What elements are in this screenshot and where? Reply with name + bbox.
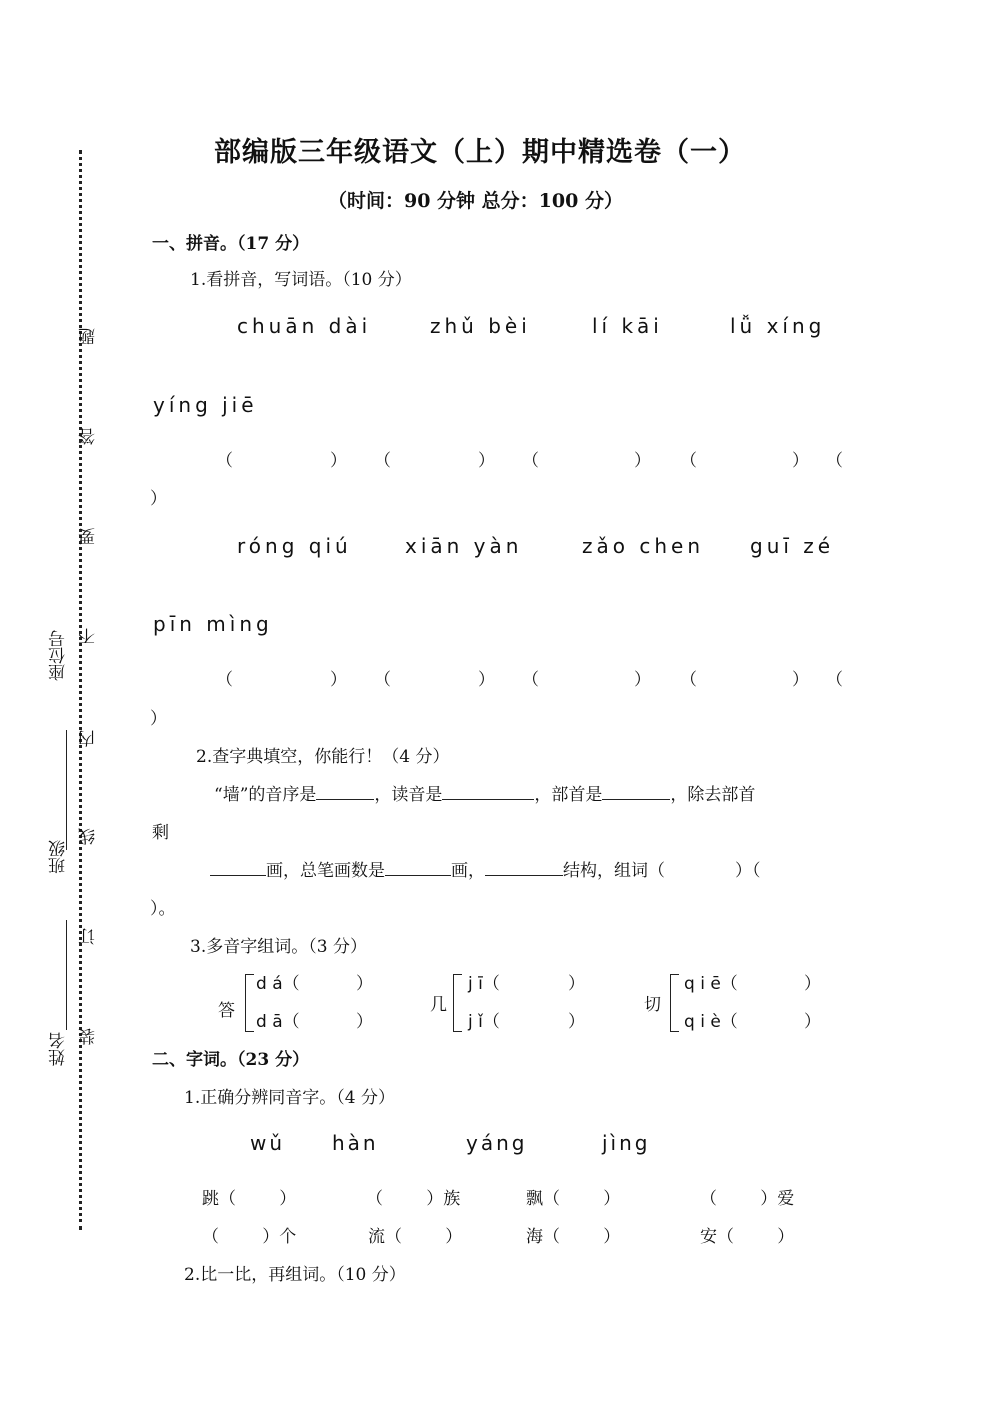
homophone-item: （ ）爱: [700, 1189, 795, 1209]
page-title: 部编版三年级语文（上）期中精选卷（一）: [214, 137, 746, 168]
binding-warning-char: 线: [79, 828, 99, 845]
polyphone-close: ）: [356, 974, 373, 994]
binding-warning-char: 答: [79, 428, 99, 445]
pinyin-word: wǔ: [250, 1131, 286, 1155]
polyphone-char: 切: [644, 995, 661, 1015]
pinyin-word: yáng: [466, 1131, 528, 1155]
binding-warning-char: 要: [79, 528, 99, 545]
dict-text: “墙”的音序是: [214, 785, 317, 805]
section-heading: 一、拼音。（17 分）: [152, 234, 310, 254]
pinyin-word: jìng: [602, 1131, 651, 1155]
polyphone-reading: j ǐ（: [468, 1012, 500, 1032]
polyphone-char: 几: [430, 995, 447, 1015]
dict-text: 画，: [451, 861, 485, 881]
fill-blank[interactable]: [442, 785, 534, 800]
dict-text: ，除去部首: [670, 785, 756, 805]
answer-paren-close: ）: [478, 451, 495, 471]
pinyin-word: chuān dài: [237, 314, 372, 338]
dict-line-1: [214, 780, 755, 805]
brace: [245, 974, 254, 1032]
answer-paren-close: ）: [792, 451, 809, 471]
dict-text: ）。: [150, 899, 176, 919]
answer-paren-open: （: [826, 451, 843, 471]
polyphone-reading: q i è（: [684, 1012, 738, 1032]
polyphone-close: ）: [356, 1012, 373, 1032]
dict-text: 画，总笔画数是: [266, 861, 385, 881]
fill-blank[interactable]: [316, 785, 374, 800]
homophone-item: 跳（ ）: [202, 1189, 297, 1209]
polyphone-close: ）: [804, 1012, 821, 1032]
polyphone-close: ）: [568, 1012, 585, 1032]
binding-warning-char: 不: [79, 628, 99, 645]
page-subtitle: （时间：90 分钟 总分：100 分）: [328, 190, 623, 212]
answer-paren-open: （: [826, 670, 843, 690]
pinyin-word: zǎo chen: [582, 534, 704, 558]
class-label: 班级: [49, 840, 69, 874]
dict-text: ，部首是: [534, 785, 603, 805]
question-label: 3.多音字组词。（3 分）: [190, 937, 367, 957]
class-blank-line: [66, 730, 67, 850]
polyphone-close: ）: [804, 974, 821, 994]
homophone-item: 海（ ）: [526, 1227, 621, 1247]
pinyin-word: guī zé: [750, 534, 835, 558]
homophone-item: 安（ ）: [700, 1227, 795, 1247]
answer-paren-close: ）: [634, 670, 651, 690]
binding-dotted-line: [79, 150, 82, 1230]
polyphone-reading: d ā（: [256, 1012, 300, 1032]
answer-paren-open: （: [522, 670, 539, 690]
answer-paren-close: ）: [330, 670, 347, 690]
dict-text: 结构，组词（: [563, 861, 665, 881]
binding-warning-char: 内: [79, 730, 99, 747]
answer-paren-open: （: [374, 451, 391, 471]
answer-paren-close: ）: [330, 451, 347, 471]
polyphone-reading: d á（: [256, 974, 300, 994]
binding-warning-char: 装: [79, 1028, 99, 1045]
dict-text: 剩: [152, 823, 169, 843]
question-label: 2.查字典填空，你能行！（4 分）: [196, 747, 450, 767]
pinyin-word: lí kāi: [592, 314, 663, 338]
question-label: 1.正确分辨同音字。（4 分）: [184, 1088, 395, 1108]
answer-paren-close: ）: [478, 670, 495, 690]
homophone-item: （ ）个: [202, 1227, 297, 1247]
fill-blank[interactable]: [385, 861, 451, 876]
section-heading: 二、字词。（23 分）: [152, 1050, 310, 1070]
polyphone-char: 答: [218, 1001, 235, 1021]
binding-warning-char: 题: [79, 328, 99, 345]
answer-paren-open: （: [522, 451, 539, 471]
homophone-item: 飘（ ）: [526, 1189, 621, 1209]
answer-paren-open: （: [680, 451, 697, 471]
homophone-item: 流（ ）: [368, 1227, 463, 1247]
homophone-item: （ ）族: [366, 1189, 461, 1209]
answer-paren-close: ）: [150, 489, 167, 509]
fill-blank[interactable]: [210, 861, 266, 876]
brace: [670, 974, 679, 1032]
dict-line-2: [210, 856, 761, 881]
fill-blank[interactable]: [602, 785, 670, 800]
name-label: 姓名: [49, 1032, 69, 1066]
binding-warning-char: 订: [79, 928, 99, 945]
polyphone-close: ）: [568, 974, 585, 994]
pinyin-word: lǚ xíng: [730, 314, 826, 338]
polyphone-reading: j ī（: [468, 974, 500, 994]
polyphone-reading: q i ē（: [684, 974, 738, 994]
pinyin-word: hàn: [332, 1131, 379, 1155]
dict-text: ，读音是: [374, 785, 443, 805]
seat-label: 座位号: [49, 630, 69, 681]
brace: [453, 974, 462, 1032]
pinyin-word: xiān yàn: [405, 534, 523, 558]
pinyin-word: pīn mìng: [153, 612, 273, 636]
pinyin-word: yíng jiē: [153, 393, 258, 417]
answer-paren-close: ）: [634, 451, 651, 471]
answer-paren-open: （: [216, 670, 233, 690]
fill-blank[interactable]: [485, 861, 563, 876]
answer-paren-close: ）: [150, 709, 167, 729]
question-label: 1.看拼音，写词语。（10 分）: [190, 270, 412, 290]
answer-paren-open: （: [374, 670, 391, 690]
question-label: 2.比一比，再组词。（10 分）: [184, 1265, 406, 1285]
answer-paren-close: ）: [792, 670, 809, 690]
pinyin-word: zhǔ bèi: [430, 314, 531, 338]
answer-paren-open: （: [216, 451, 233, 471]
dict-text: ）（: [735, 861, 761, 881]
answer-paren-open: （: [680, 670, 697, 690]
name-blank-line: [66, 920, 67, 1030]
pinyin-word: róng qiú: [237, 534, 352, 558]
